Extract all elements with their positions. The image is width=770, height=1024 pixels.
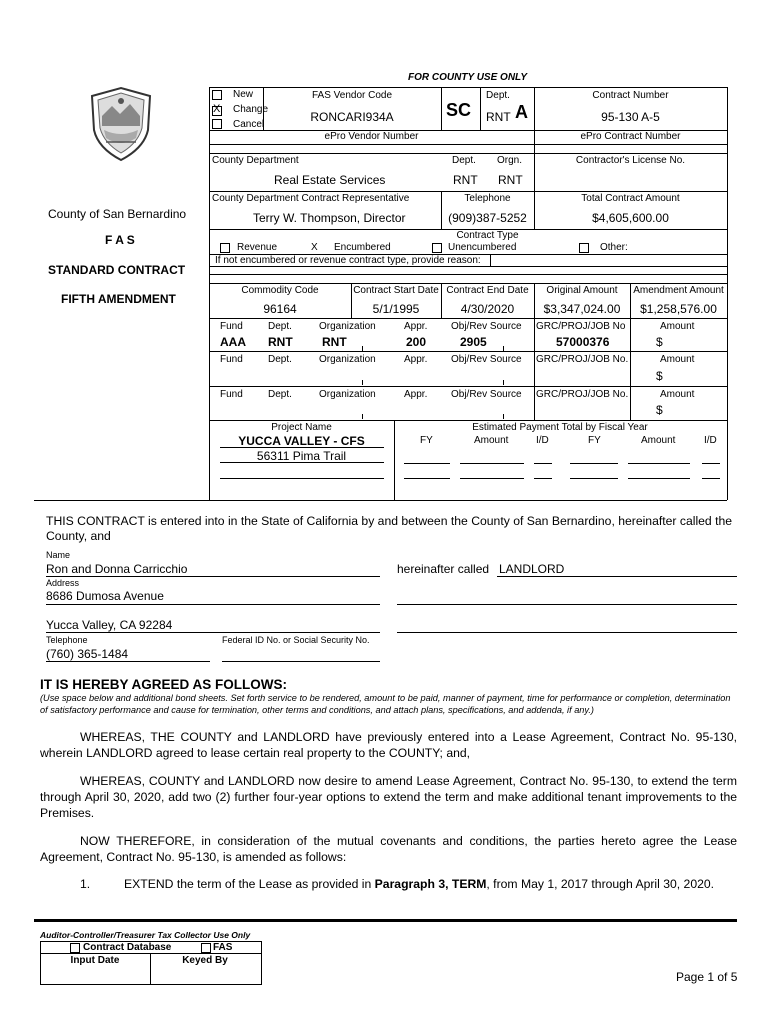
original-amount: $3,347,024.00 xyxy=(543,302,621,316)
whereas-paragraph-1: WHEREAS, THE COUNTY and LANDLORD have previously entered into a Lease Agreement, Contract No. 95-130, wherein LANDLORD agreed to lease certain real property to the COUNTY; and, xyxy=(40,730,737,760)
fy-label-2: FY xyxy=(588,435,601,446)
organization-value-1: RNT xyxy=(322,335,347,349)
project-name: YUCCA VALLEY - CFS xyxy=(238,434,365,448)
total-contract-amount: $4,605,600.00 xyxy=(592,211,669,225)
fund-value-1: AAA xyxy=(220,335,246,349)
revenue-checkbox[interactable] xyxy=(220,243,230,253)
now-therefore-paragraph: NOW THEREFORE, in consideration of the mutual covenants and conditions, the parties hereto agree the Lease Agreement, Contract No. 95-130, is amended as follows: xyxy=(40,834,737,864)
project-address: 56311 Pima Trail xyxy=(256,449,347,463)
objrev-label-1: Obj/Rev Source xyxy=(451,321,522,332)
representative: Terry W. Thompson, Director xyxy=(253,211,406,225)
fund-label-1: Fund xyxy=(220,321,243,332)
original-amount-label: Original Amount xyxy=(546,285,618,296)
telephone: (909)387-5252 xyxy=(448,211,527,225)
encumbered-label: Encumbered xyxy=(334,242,391,253)
grc-label-3: GRC/PROJ/JOB No. xyxy=(536,389,629,400)
change-label: Change xyxy=(233,104,269,115)
appr-label-2: Appr. xyxy=(404,354,428,365)
epro-vendor-label: ePro Vendor Number xyxy=(324,131,419,142)
landlord-city: Yucca Valley, CA 92284 xyxy=(46,618,173,632)
agreed-note: (Use space below and additional bond sheets. Set forth service to be rendered, amount to be paid, manner of payment, time for performance or completion, determination of satisfactory performance and cause for termination, other terms and conditions, and attach plans, specifications, and addenda, if any.) xyxy=(40,693,731,715)
organization-label-2: Organization xyxy=(319,354,376,365)
dept-value: RNT xyxy=(453,173,478,187)
fy-label-1: FY xyxy=(420,435,433,446)
item-text xyxy=(124,877,714,891)
contract-database-label: Contract Database xyxy=(83,942,172,953)
contract-start-label: Contract Start Date xyxy=(353,285,439,296)
appr-label-3: Appr. xyxy=(404,389,428,400)
epro-contract-label: ePro Contract Number xyxy=(580,131,681,142)
orgn-label: Orgn. xyxy=(497,155,523,166)
contract-number: 95-130 A-5 xyxy=(601,110,660,124)
contract-database-checkbox[interactable] xyxy=(70,943,80,953)
input-date-label: Input Date xyxy=(70,955,120,966)
appr-label-1: Appr. xyxy=(404,321,428,332)
amendment-amount: $1,258,576.00 xyxy=(640,302,717,316)
fifth-amendment: FIFTH AMENDMENT xyxy=(61,292,176,306)
appr-value-1: 200 xyxy=(406,335,427,349)
address-label: Address xyxy=(46,578,80,588)
grc-label-2: GRC/PROJ/JOB No. xyxy=(536,354,629,365)
intro-paragraph: THIS CONTRACT is entered into in the State of California by and between the County of San Bernardino, hereinafter called the County, and xyxy=(46,514,733,543)
reason-label: If not encumbered or revenue contract type, provide reason: xyxy=(215,255,481,266)
landlord-name: Ron and Donna Carricchio xyxy=(46,562,188,576)
amount-label-fy-2: Amount xyxy=(641,435,676,446)
contract-start: 5/1/1995 xyxy=(372,302,420,316)
other-label: Other: xyxy=(600,242,628,253)
dept-label-2: Dept. xyxy=(268,354,292,365)
revenue-label: Revenue xyxy=(237,242,278,253)
agreed-heading: IT IS HEREBY AGREED AS FOLLOWS: xyxy=(40,677,288,692)
dept-label-3: Dept. xyxy=(268,389,292,400)
objrev-value-1: 2905 xyxy=(460,335,487,349)
dept-label: Dept. xyxy=(452,155,476,166)
grc-value-1: 57000376 xyxy=(556,335,610,349)
auditor-label: Auditor-Controller/Treasurer Tax Collector Use Only xyxy=(40,930,251,940)
amount-label-fy-1: Amount xyxy=(474,435,509,446)
contract-end: 4/30/2020 xyxy=(460,302,515,316)
contract-end-label: Contract End Date xyxy=(446,285,529,296)
telephone-label: Telephone xyxy=(464,193,511,204)
amount-label-3: Amount xyxy=(660,389,695,400)
whereas-paragraph-2: WHEREAS, COUNTY and LANDLORD now desire to amend Lease Agreement, Contract No. 95-130, to extend the term through April 30, 2020, add two (2) further four-year options to extend the term and make additional tenant improvements to the Premises. xyxy=(40,774,737,820)
organization-label-1: Organization xyxy=(319,321,376,332)
for-county-use-only: FOR COUNTY USE ONLY xyxy=(408,72,528,83)
change-mark: X xyxy=(213,103,221,115)
objrev-label-2: Obj/Rev Source xyxy=(451,354,522,365)
dept-label-1: Dept. xyxy=(268,321,292,332)
amount-dollar-3: $ xyxy=(656,403,663,417)
landlord-address: 8686 Dumosa Avenue xyxy=(46,589,164,603)
amendment-amount-label: Amendment Amount xyxy=(633,285,724,296)
item-number: 1. xyxy=(80,877,91,891)
dept-value-header: RNT xyxy=(486,110,511,124)
cancel-checkbox[interactable] xyxy=(212,119,222,129)
name-label: Name xyxy=(46,550,71,560)
fas-label: F A S xyxy=(105,233,135,247)
amount-label-2: Amount xyxy=(660,354,695,365)
commodity-code-label: Commodity Code xyxy=(241,285,319,296)
fas-footer-label: FAS xyxy=(213,942,233,953)
item-text-bold: Paragraph 3, TERM xyxy=(374,877,487,891)
unencumbered-checkbox[interactable] xyxy=(432,243,442,253)
new-label: New xyxy=(233,89,254,100)
other-checkbox[interactable] xyxy=(579,243,589,253)
dept-label-header: Dept. xyxy=(486,90,510,101)
project-name-label: Project Name xyxy=(271,422,332,433)
objrev-label-3: Obj/Rev Source xyxy=(451,389,522,400)
unencumbered-label: Unencumbered xyxy=(448,242,517,253)
id-label-1: I/D xyxy=(536,435,549,446)
total-contract-label: Total Contract Amount xyxy=(581,193,680,204)
telephone-field-label: Telephone xyxy=(46,635,88,645)
grc-label-1: GRC/PROJ/JOB No xyxy=(536,321,626,332)
amount-dollar-2: $ xyxy=(656,369,663,383)
a-code: A xyxy=(515,102,528,122)
dept-value-1: RNT xyxy=(268,335,293,349)
fund-label-3: Fund xyxy=(220,389,243,400)
landlord-designation: LANDLORD xyxy=(499,562,565,576)
contractor-license-label: Contractor's License No. xyxy=(575,155,686,166)
hereinafter-called: hereinafter called xyxy=(397,562,490,576)
amount-label-1: Amount xyxy=(660,321,695,332)
federal-id-label: Federal ID No. or Social Security No. xyxy=(222,635,370,645)
county-name: County of San Bernardino xyxy=(48,207,187,221)
amount-dollar-1: $ xyxy=(656,335,663,349)
organization-label-3: Organization xyxy=(319,389,376,400)
page-number: Page 1 of 5 xyxy=(676,970,738,984)
cancel-label: Cancel xyxy=(233,119,265,130)
encumbered-mark: X xyxy=(311,242,318,253)
sc-code: SC xyxy=(446,100,472,120)
county-department: Real Estate Services xyxy=(274,173,386,187)
fas-vendor-code-label: FAS Vendor Code xyxy=(311,90,393,101)
fas-checkbox[interactable] xyxy=(201,943,211,953)
fas-vendor-code: RONCARI934A xyxy=(310,110,394,124)
estimated-payment-label: Estimated Payment Total by Fiscal Year xyxy=(472,422,648,433)
county-seal-logo xyxy=(86,86,156,164)
item-text-pre: EXTEND the term of the Lease as provided in xyxy=(124,877,375,891)
new-checkbox[interactable] xyxy=(212,90,222,100)
keyed-by-label: Keyed By xyxy=(182,955,228,966)
id-label-2: I/D xyxy=(704,435,717,446)
standard-contract: STANDARD CONTRACT xyxy=(48,263,186,277)
footer-rule xyxy=(34,919,737,922)
contract-number-label: Contract Number xyxy=(592,90,669,101)
representative-label: County Department Contract Representative xyxy=(212,193,410,204)
contract-type-label: Contract Type xyxy=(456,230,519,241)
landlord-telephone: (760) 365-1484 xyxy=(46,647,129,661)
fund-label-2: Fund xyxy=(220,354,243,365)
item-text-post: , from May 1, 2017 through April 30, 2020. xyxy=(486,877,715,891)
commodity-code: 96164 xyxy=(263,302,297,316)
orgn-value: RNT xyxy=(498,173,523,187)
county-department-label: County Department xyxy=(212,155,299,166)
